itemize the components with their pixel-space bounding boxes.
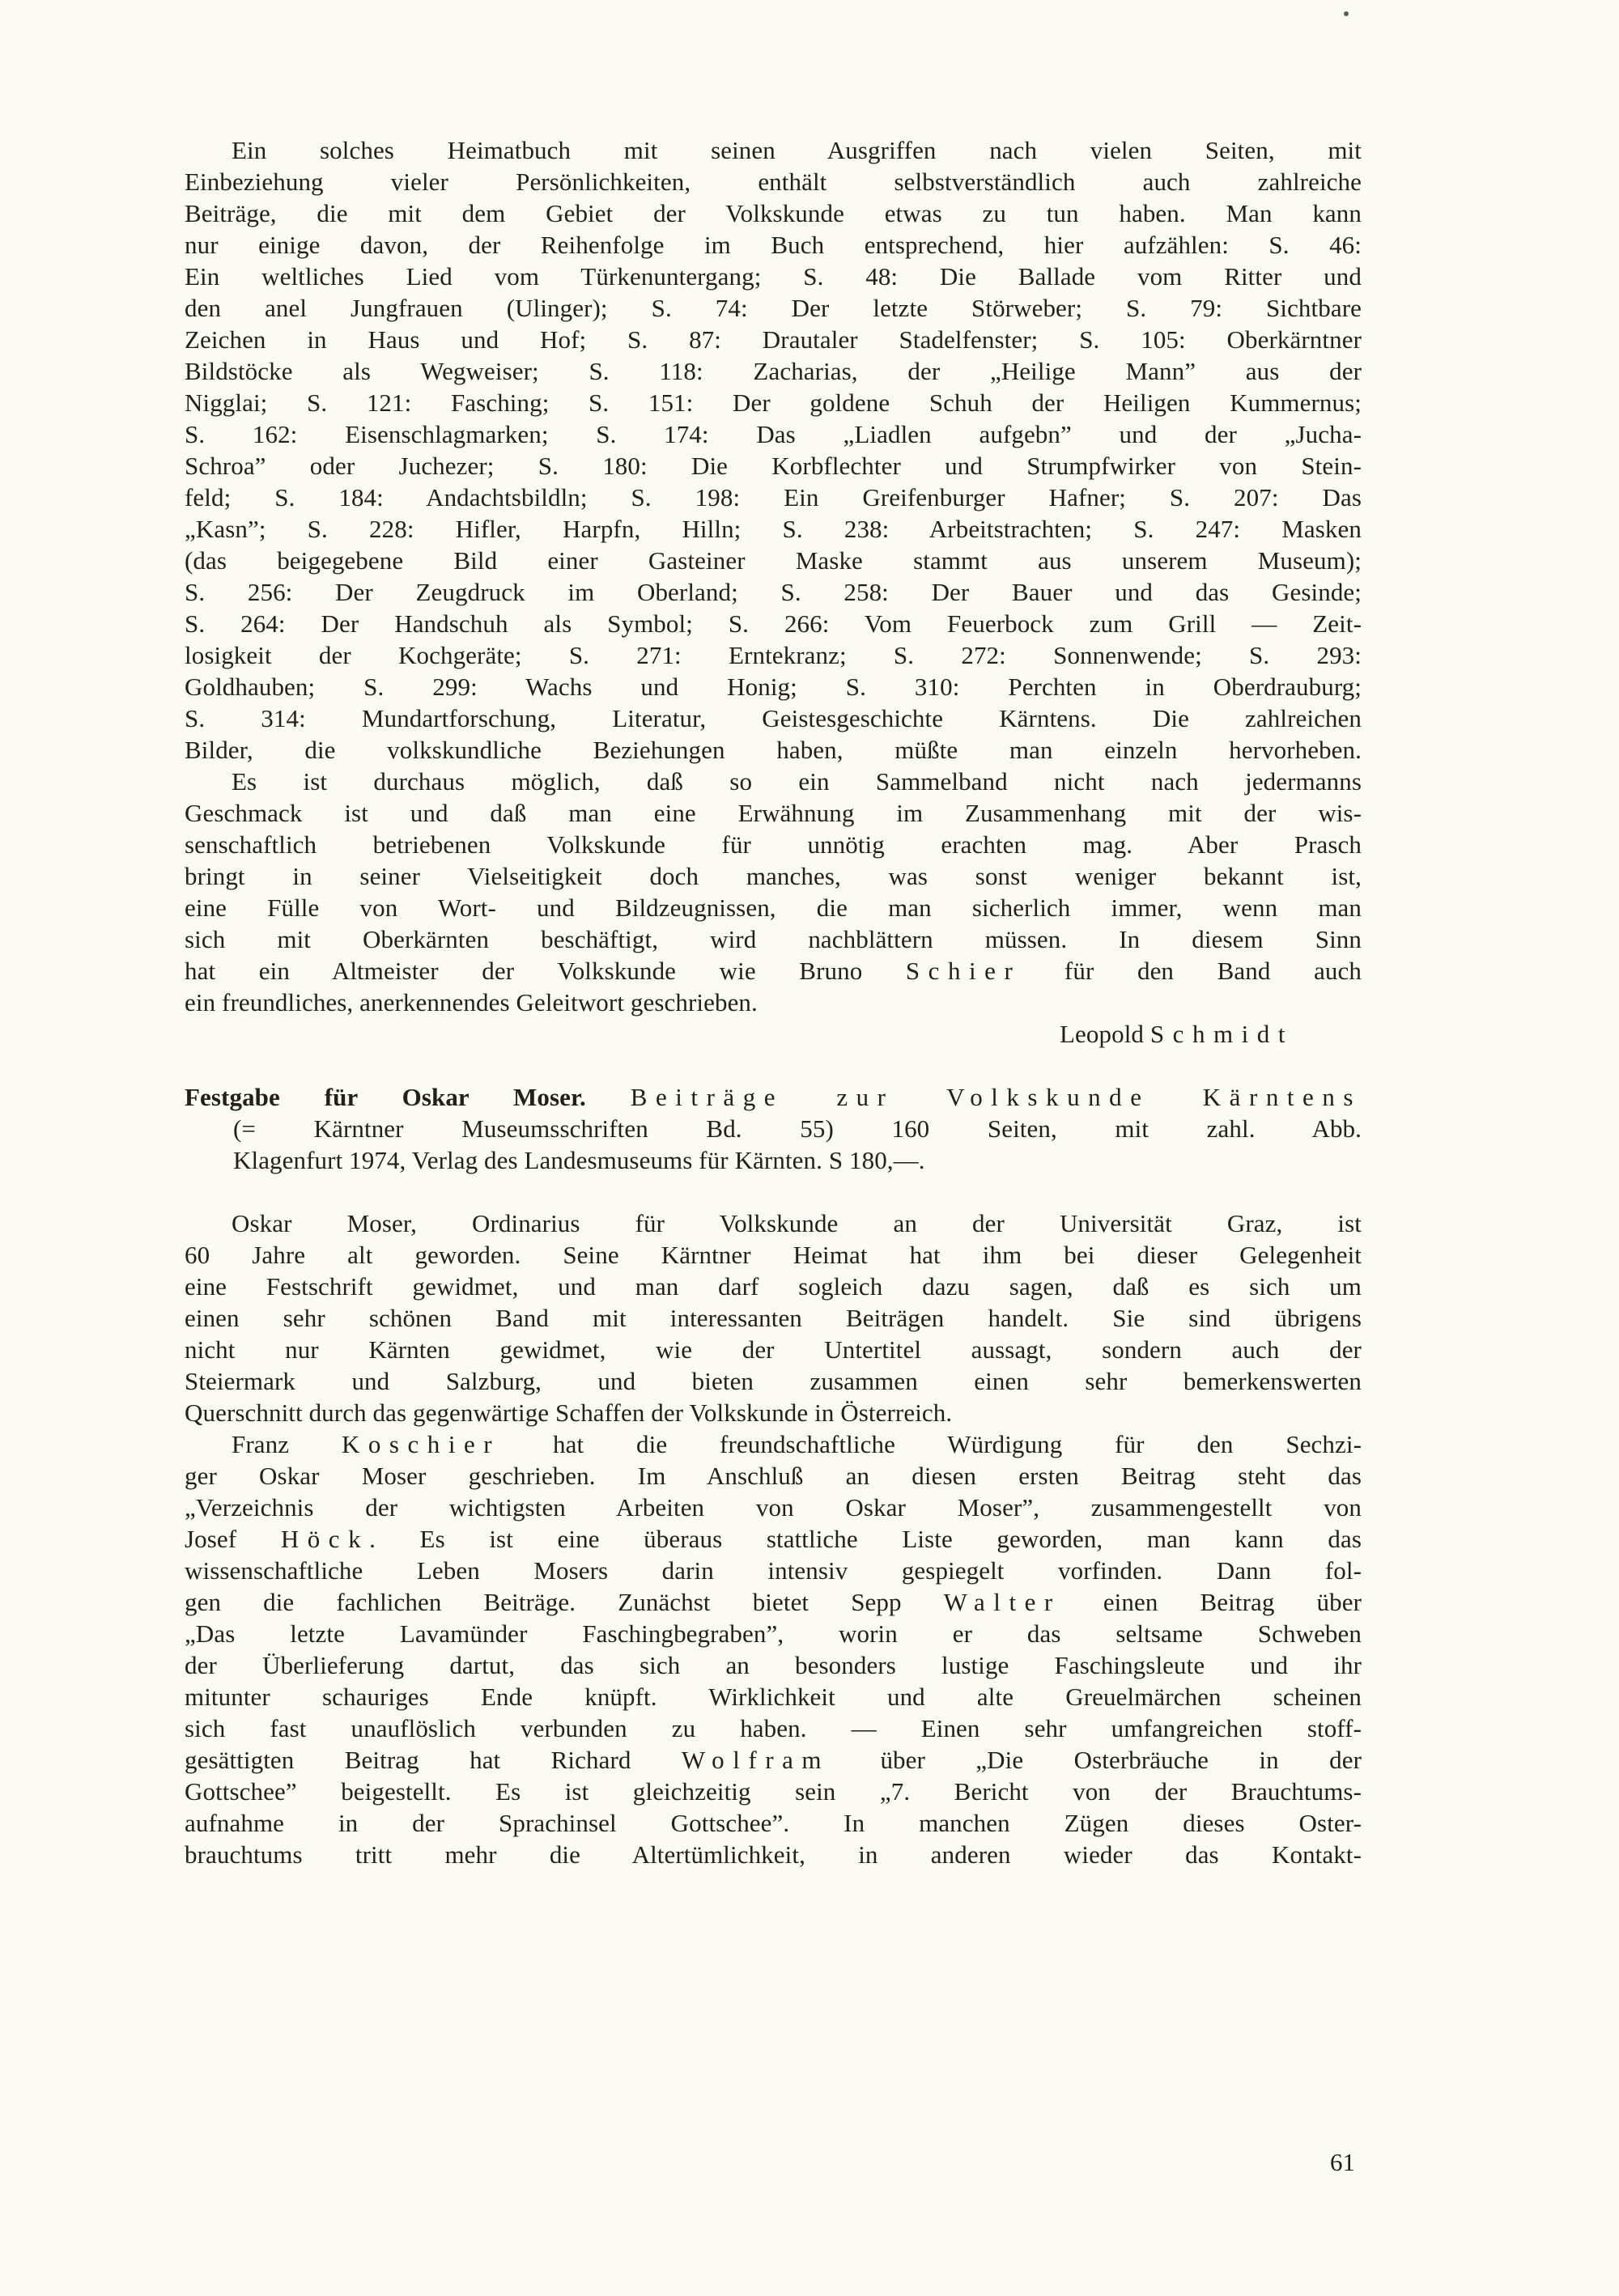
text-line: nur einige davon, der Reihenfolge im Buch entsprechend, hier aufzählen: S. 46: [185,231,1362,259]
review-paragraph-schlussbemerkung [185,766,1362,1018]
text-line: (das beigegebene Bild einer Gasteiner Maske stammt aus unserem Museum); [185,546,1362,575]
text-line: losigkeit der Kochgeräte; S. 271: Erntekranz; S. 272: Sonnenwende; S. 293: [185,641,1362,669]
text-line: Goldhauben; S. 299: Wachs und Honig; S. 310: Perchten in Oberdrauburg; [185,673,1362,701]
text-line: Zeichen in Haus und Hof; S. 87: Drautaler Stadelfenster; S. 105: Oberkärntner [185,325,1362,354]
page-number: 61 [1330,2148,1355,2176]
text-line: Beiträge, die mit dem Gebiet der Volkskunde etwas zu tun haben. Man kann [185,199,1362,227]
text-line: Gottschee” beigestellt. Es ist gleichzeitig sein „7. Bericht von der Brauchtums- [185,1777,1362,1806]
text-line: „Das letzte Lavamünder Faschingbegraben”, worin er das seltsame Schweben [185,1619,1362,1648]
text-line: sich fast unauflöslich verbunden zu haben. — Einen sehr umfangreichen stoff- [185,1714,1362,1742]
text-line: hat ein Altmeister der Volkskunde wie Bruno Schier für den Band auch [185,957,1362,985]
text-line: Klagenfurt 1974, Verlag des Landesmuseums für Kärnten. S 180,—. [233,1146,925,1174]
text-line: S. 314: Mundartforschung, Literatur, Geistesgeschichte Kärntens. Die zahlreichen [185,704,1362,732]
text-line: Schroa” oder Juchezer; S. 180: Die Korbflechter und Strumpfwirker von Stein- [185,452,1362,480]
review-paragraph-beitraege [185,1428,1362,1870]
text-block [185,134,1362,1870]
text-line: Geschmack ist und daß man eine Erwähnung im Zusammenhang mit der wis- [185,799,1362,827]
text-line: „Kasn”; S. 228: Hifler, Harpfn, Hilln; S. 238: Arbeitstrachten; S. 247: Masken [185,515,1362,543]
letterspaced-name: Höck [280,1525,370,1553]
text-line: nicht nur Kärnten gewidmet, wie der Untertitel aussagt, sondern auch der [185,1335,1362,1364]
bibliographic-entry-festgabe-moser [185,1081,1362,1176]
text-line: Nigglai; S. 121: Fasching; S. 151: Der goldene Schuh der Heiligen Kummernus; [185,388,1362,417]
letterspaced-name: Koschier [341,1430,501,1458]
scan-speck [1344,11,1349,16]
text-line: gesättigten Beitrag hat Richard Wolfram über „Die Osterbräuche in der [185,1746,1362,1774]
text-line: S. 162: Eisenschlagmarken; S. 174: Das „Liadlen aufgebn” und der „Jucha- [185,420,1362,448]
text-line: gen die fachlichen Beiträge. Zunächst bietet Sepp Walter einen Beitrag über [185,1588,1362,1616]
text-line: ger Oskar Moser geschrieben. Im Anschluß an diesen ersten Beitrag steht das [185,1462,1362,1490]
text-line: Steiermark und Salzburg, und bieten zusammen einen sehr bemerkenswerten [185,1367,1362,1395]
text-line: wissenschaftliche Leben Mosers darin intensiv gespiegelt vorfinden. Dann fol- [185,1556,1362,1585]
text-line: mitunter schauriges Ende knüpft. Wirklichkeit und alte Greuelmärchen scheinen [185,1683,1362,1711]
text-line: Bilder, die volkskundliche Beziehungen haben, müßte man einzeln hervorheben. [185,736,1362,764]
text-line: Bildstöcke als Wegweiser; S. 118: Zacharias, der „Heilige Mann” aus der [185,357,1362,385]
review-paragraph-heimatbuch [185,134,1362,766]
text-line: einen sehr schönen Band mit interessanten Beiträgen handelt. Sie sind übrigens [185,1304,1362,1332]
text-line: bringt in seiner Vielseitigkeit doch manches, was sonst weniger bekannt ist, [185,862,1362,890]
letterspaced-name: Wolfram [681,1746,831,1774]
text-line: senschaftlich betriebenen Volkskunde für unnötig erachten mag. Aber Prasch [185,830,1362,859]
entry-title-bold: Festgabe für Oskar Moser. [185,1083,586,1111]
text-line: feld; S. 184: Andachtsbildln; S. 198: Ein Greifenburger Hafner; S. 207: Das [185,483,1362,511]
text-line: Ein solches Heimatbuch mit seinen Ausgriffen nach vielen Seiten, mit [232,136,1362,164]
text-line: Josef Höck. Es ist eine überaus stattliche Liste geworden, man kann das [185,1525,1362,1553]
text-line: sich mit Oberkärnten beschäftigt, wird nachblättern müssen. In diesem Sinn [185,925,1362,953]
text-line: „Verzeichnis der wichtigsten Arbeiten von Oskar Moser”, zusammengestellt von [185,1493,1362,1521]
text-line: den anel Jungfrauen (Ulinger); S. 74: Der letzte Störweber; S. 79: Sichtbare [185,294,1362,322]
text-line: Querschnitt durch das gegenwärtige Schaffen der Volkskunde in Österreich. [185,1398,953,1427]
text-line: (= Kärntner Museumsschriften Bd. 55) 160 Seiten, mit zahl. Abb. [233,1114,1362,1143]
text-line: ein freundliches, anerkennendes Geleitwort geschrieben. [185,988,758,1016]
text-line: eine Fülle von Wort- und Bildzeugnissen, die man sicherlich immer, wenn man [185,893,1362,922]
text-line: brauchtums tritt mehr die Altertümlichkeit, in anderen wieder das Kontakt- [185,1840,1362,1869]
text-line: S. 264: Der Handschuh als Symbol; S. 266: Vom Feuerbock zum Grill — Zeit- [185,609,1362,638]
text-line: Franz Koschier hat die freundschaftliche Würdigung für den Sechzi- [232,1430,1362,1458]
letterspaced-name: Walter [943,1588,1061,1616]
letterspaced-name: Beiträge zur Volkskunde Kärntens [630,1083,1362,1111]
text-line: Leopold Schmidt [1060,1020,1294,1048]
text-line: Oskar Moser, Ordinarius für Volkskunde an der Universität Graz, ist [232,1209,1362,1237]
text-line [185,1081,1362,1113]
text-line: S. 256: Der Zeugdruck im Oberland; S. 258: Der Bauer und das Gesinde; [185,578,1362,606]
text-line: der Überlieferung dartut, das sich an besonders lustige Faschingsleute und ihr [185,1651,1362,1679]
letterspaced-name: Schier [905,957,1022,985]
text-line: Ein weltliches Lied vom Türkenuntergang; S. 48: Die Ballade vom Ritter und [185,262,1362,291]
text-line: Es ist durchaus möglich, daß so ein Sammelband nicht nach jedermanns [232,767,1362,796]
review-paragraph-oskar-moser [185,1207,1362,1428]
text-line: 60 Jahre alt geworden. Seine Kärntner Heimat hat ihm bei dieser Gelegenheit [185,1241,1362,1269]
text-line: aufnahme in der Sprachinsel Gottschee”. In manchen Zügen dieses Oster- [185,1809,1362,1837]
letterspaced-name: Schmidt [1149,1020,1294,1048]
text-line: Einbeziehung vieler Persönlichkeiten, enthält selbstverständlich auch zahlreiche [185,168,1362,196]
text-line: eine Festschrift gewidmet, und man darf sogleich dazu sagen, daß es sich um [185,1272,1362,1301]
reviewer-signature [185,1018,1362,1050]
